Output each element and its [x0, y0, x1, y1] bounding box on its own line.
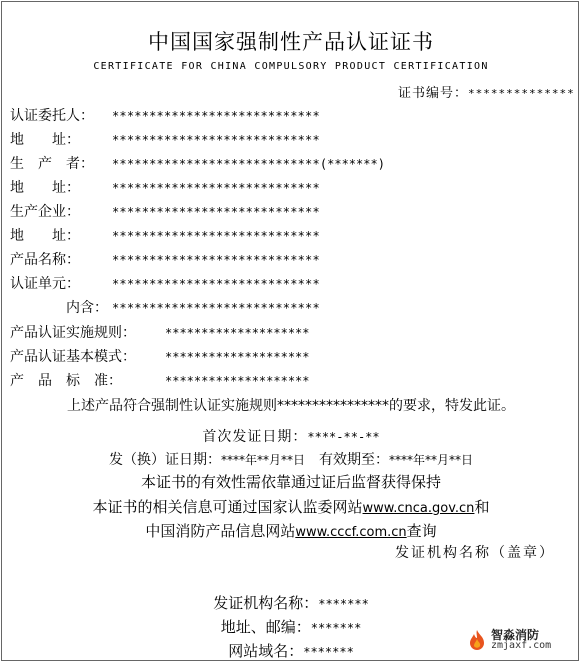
field-applicant: [10, 105, 320, 125]
issuer-website-label: 网站域名：: [228, 642, 304, 660]
info-line-2: [0, 520, 582, 541]
field-value: ****************************: [112, 133, 320, 147]
info-line-2-text: 中国消防产品信息网站: [145, 522, 296, 540]
info-line-1-text: 本证书的相关信息可通过国家认监委网站: [92, 498, 363, 516]
field-factory-address: [10, 225, 320, 245]
rule-implementation: [10, 322, 310, 342]
certificate-title: 中国国家强制性产品认证证书: [148, 30, 434, 54]
field-label: 认证委托人：: [10, 108, 94, 124]
issuer-name-value: *******: [318, 597, 369, 611]
field-value: ****************************: [112, 301, 320, 315]
cccf-link[interactable]: www.cccf.com.cn: [295, 525, 407, 540]
field-label: 地 址：: [10, 228, 80, 244]
certificate-number: [398, 82, 575, 101]
rule-label: 产 品 标 准：: [10, 373, 122, 389]
field-value: ****************************: [112, 277, 320, 291]
rule-product-standard: [10, 370, 310, 390]
issuer-name: [0, 592, 582, 613]
issue-date-label: 发（换）证日期：: [108, 452, 221, 468]
field-manufacturer: [10, 153, 385, 173]
flame-logo-icon: [466, 629, 488, 651]
field-product-name: [10, 249, 320, 269]
rule-label: 产品认证基本模式：: [10, 349, 136, 365]
field-label: 产品名称：: [10, 252, 80, 268]
first-issue-label: 首次发证日期：: [202, 429, 308, 445]
field-label: 生 产 者：: [10, 156, 94, 172]
first-issue-value: ****-**-**: [307, 430, 380, 444]
issuer-website-value: *******: [303, 645, 354, 659]
issue-date-value: ****年**月**日: [220, 453, 305, 467]
field-label: 生产企业：: [10, 204, 80, 220]
issuer-name-label: 发证机构名称：: [213, 594, 319, 612]
conformity-statement: 上述产品符合强制性认证实施规则****************的要求，特发此证。: [67, 398, 515, 414]
cnca-link[interactable]: www.cnca.gov.cn: [362, 501, 475, 516]
info-line-1: [0, 496, 582, 517]
field-extra: (*******): [319, 157, 385, 171]
info-line-1-suffix: 和: [474, 498, 490, 516]
field-label: 内含：: [66, 300, 108, 316]
field-value: ****************************: [112, 181, 320, 195]
field-value: ****************************: [112, 205, 320, 219]
rule-label: 产品认证实施规则：: [10, 325, 136, 341]
certificate-number-label: 证书编号：: [398, 86, 469, 101]
watermark-name: 智淼消防: [491, 628, 540, 642]
field-applicant-address: [10, 129, 320, 149]
valid-until-value: ****年**月**日: [389, 453, 474, 467]
field-value: ****************************: [112, 157, 320, 171]
certificate-subtitle: CERTIFICATE FOR CHINA COMPULSORY PRODUCT CERTIFICATION: [93, 61, 489, 72]
field-value: ****************************: [112, 229, 320, 243]
field-label: 地 址：: [10, 180, 80, 196]
issue-validity-dates: [0, 449, 582, 469]
field-cert-unit: [10, 273, 320, 293]
valid-until-label: 有效期至：: [319, 452, 389, 468]
rule-value: ********************: [165, 374, 310, 388]
rule-basic-mode: [10, 346, 310, 366]
field-manufacturer-address: [10, 177, 320, 197]
rule-value: ********************: [165, 350, 310, 364]
issuer-address-label: 地址、邮编：: [220, 618, 311, 636]
info-line-2-suffix: 查询: [406, 522, 437, 540]
field-value: ****************************: [112, 253, 320, 267]
issuer-seal-label: 发证机构名称（盖章）: [395, 545, 555, 561]
field-factory: [10, 201, 320, 221]
field-label: 认证单元：: [10, 276, 80, 292]
watermark: [466, 629, 551, 651]
rule-value: ********************: [165, 326, 310, 340]
field-value: ****************************: [112, 109, 320, 123]
field-includes: [10, 297, 320, 317]
issuer-address-value: *******: [310, 621, 362, 635]
validity-note: 本证书的有效性需依靠通过证后监督获得保持: [140, 473, 441, 491]
first-issue-date: [0, 426, 582, 446]
certificate-number-value: **************: [468, 87, 575, 100]
watermark-domain: zmjaxf.com: [491, 640, 552, 651]
field-label: 地 址：: [10, 132, 80, 148]
